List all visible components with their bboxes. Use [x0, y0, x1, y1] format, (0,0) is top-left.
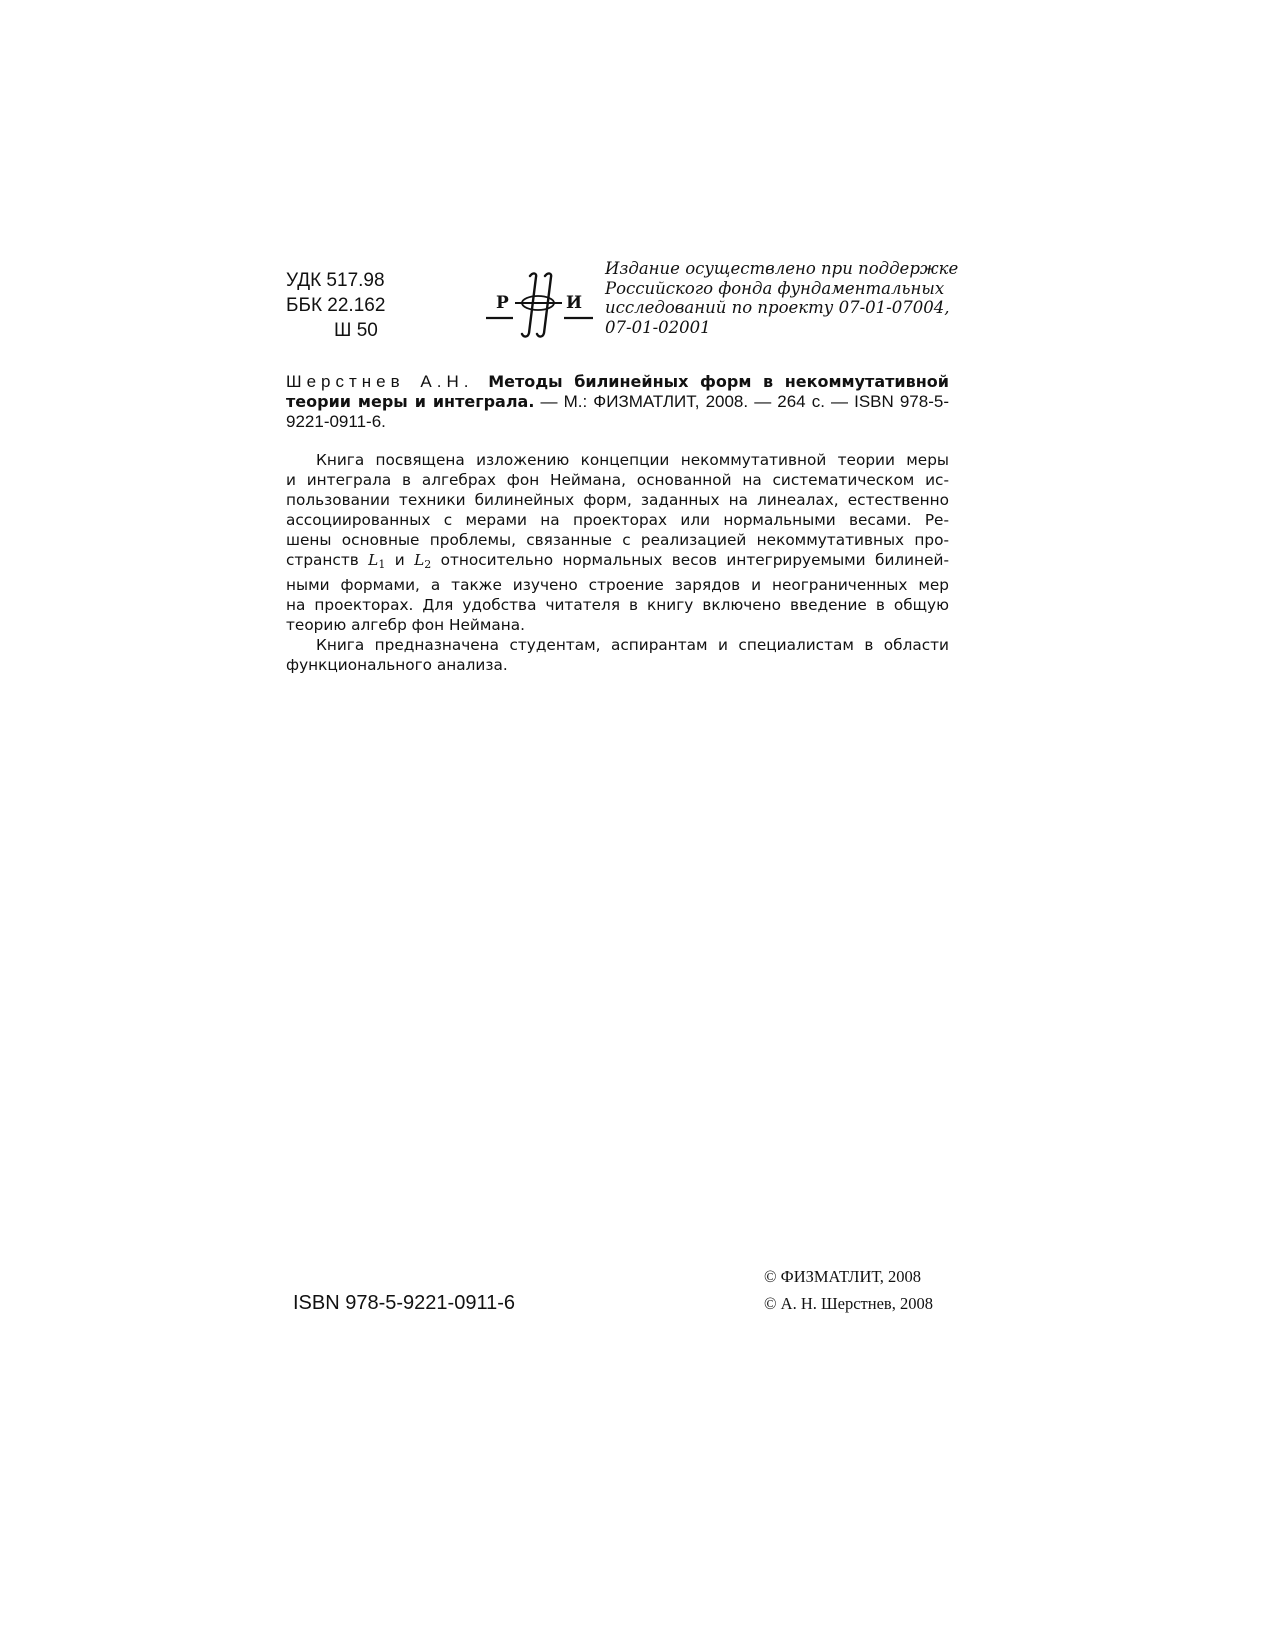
copyright-author: © А. Н. Шерстнев, 2008	[764, 1294, 933, 1313]
book-author: Шерстнев А.Н.	[286, 372, 474, 391]
annotation-line-with-math	[286, 550, 949, 575]
math-subscript: 2	[424, 558, 432, 571]
math-subscript: 1	[378, 558, 386, 571]
annotation-line: шены основные проблемы, связанные с реализацией некоммутативных про-	[286, 531, 949, 549]
math-symbol: L	[414, 551, 425, 569]
grant-note-line: Издание осуществлено при поддержке	[605, 259, 959, 278]
bibliographic-entry	[286, 372, 949, 432]
grant-note-line: 07-01-02001	[605, 317, 711, 337]
author-mark: Ш 50	[334, 320, 378, 341]
rfbr-logo	[486, 272, 594, 338]
copyright-block	[764, 1263, 933, 1317]
annotation-line: пользовании техники билинейных форм, заданных на линеалах, естественно	[286, 491, 949, 509]
annotation-line: теорию алгебр фон Неймана.	[286, 616, 525, 634]
annotation-text: странств	[286, 551, 369, 569]
annotation-line: Книга посвящена изложению концепции некоммутативной теории меры	[316, 451, 949, 469]
annotation-line: ными формами, а также изучено строение зарядов и неограниченных мер	[286, 576, 949, 594]
math-symbol: L	[368, 551, 379, 569]
grant-note-line: исследований по проекту 07-01-07004,	[605, 298, 950, 317]
annotation-paragraph-1	[286, 450, 949, 635]
annotation-text: и	[385, 551, 415, 569]
annotation-text: относительно нормальных весов интегрируемыми билиней-	[431, 551, 949, 569]
book-title: Методы билинейных форм в некоммутативной теории меры и интеграла.	[286, 372, 949, 411]
udk-code: УДК 517.98	[286, 270, 385, 291]
bbk-code: ББК 22.162	[286, 295, 386, 316]
logo-letter-right: И	[566, 293, 583, 313]
math-l1	[368, 551, 385, 569]
grant-note-line: Российского фонда фундаментальных	[605, 278, 945, 298]
annotation-line: Книга предназначена студентам, аспирантам и специалистам в области	[316, 636, 949, 654]
isbn: ISBN 978-5-9221-0911-6	[293, 1292, 515, 1314]
annotation-line: функционального анализа.	[286, 656, 508, 674]
annotation-line: и интеграла в алгебрах фон Неймана, основанной на систематическом ис-	[286, 471, 949, 489]
annotation-line: на проекторах. Для удобства читателя в книгу включено введение в общую	[286, 596, 949, 614]
classification-codes	[286, 268, 385, 343]
logo-letter-left: Р	[496, 293, 509, 313]
annotation-line: ассоциированных с мерами на проекторах или нормальными весами. Ре-	[286, 511, 949, 529]
publication-details: — М.: ФИЗМАТЛИТ, 2008. — 264 с. — ISBN 978-5-9221-0911-6.	[286, 392, 949, 431]
annotation	[286, 450, 949, 675]
copyright-publisher: © ФИЗМАТЛИТ, 2008	[764, 1267, 922, 1286]
grant-note	[605, 259, 959, 337]
annotation-paragraph-2	[286, 635, 949, 675]
math-l2	[414, 551, 431, 569]
